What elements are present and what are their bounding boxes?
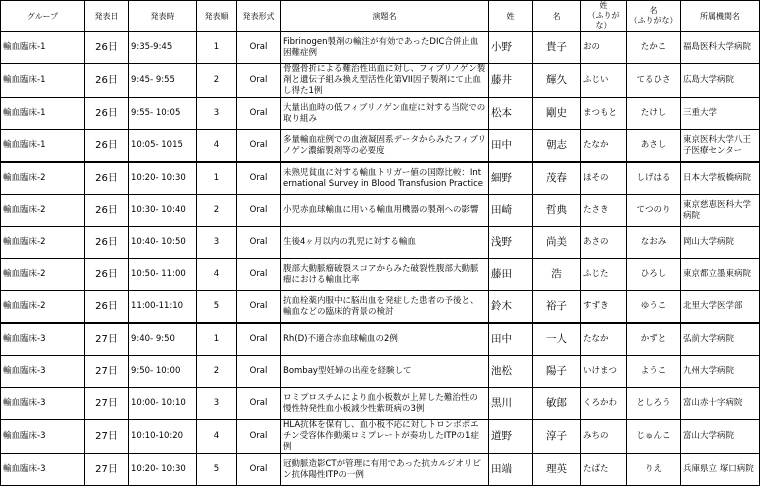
header-first-name: 名 <box>533 1 581 32</box>
cell-format: Oral <box>237 388 281 420</box>
cell-time: 10:00- 10:10 <box>129 388 197 420</box>
cell-affiliation: 東京慈恵医科大学病院 <box>681 195 760 227</box>
cell-day: 26日 <box>85 195 129 227</box>
cell-last-kana: ほその <box>581 162 627 195</box>
cell-first-name: 理英 <box>533 454 581 486</box>
cell-first-name: 敏郎 <box>533 388 581 420</box>
cell-title: HLA抗体を保有し、血小板不応に対しトロンボポエチン受容体作動薬ロミプレートが奏功したITPの1症例 <box>281 420 489 454</box>
cell-time: 11:00-11:10 <box>129 291 197 324</box>
cell-day: 26日 <box>85 162 129 195</box>
cell-title: 冠動脈造影CTが管理に有用であった抗カルジオリピン抗体陽性ITPの一例 <box>281 454 489 486</box>
table-row <box>1 195 760 227</box>
cell-format: Oral <box>237 323 281 356</box>
cell-affiliation: 福島医科大学病院 <box>681 32 760 64</box>
cell-first-name: 哲典 <box>533 195 581 227</box>
cell-last-kana: まつもと <box>581 98 627 130</box>
cell-last-name: 田崎 <box>489 195 533 227</box>
cell-group: 輸血臨床-1 <box>1 64 85 98</box>
cell-group: 輸血臨床-3 <box>1 388 85 420</box>
cell-title: ロミプロスチムにより血小板数が上昇した難治性の慢性特発性血小板減少性紫斑病の3例 <box>281 388 489 420</box>
cell-order: 3 <box>197 98 237 130</box>
table-row <box>1 227 760 259</box>
cell-order: 3 <box>197 227 237 259</box>
cell-last-name: 道野 <box>489 420 533 454</box>
table-row <box>1 259 760 291</box>
cell-first-name: 陽子 <box>533 356 581 388</box>
cell-time: 9:45- 9:55 <box>129 64 197 98</box>
cell-first-kana: たかこ <box>627 32 681 64</box>
cell-format: Oral <box>237 32 281 64</box>
table-row <box>1 32 760 64</box>
cell-last-kana: おの <box>581 32 627 64</box>
cell-order: 4 <box>197 259 237 291</box>
cell-last-kana: いけまつ <box>581 356 627 388</box>
cell-first-kana: ひろし <box>627 259 681 291</box>
cell-order: 2 <box>197 356 237 388</box>
header-last-name: 姓 <box>489 1 533 32</box>
cell-last-kana: たばた <box>581 454 627 486</box>
cell-first-kana: たけし <box>627 98 681 130</box>
cell-last-name: 田中 <box>489 323 533 356</box>
table-row <box>1 420 760 454</box>
cell-order: 5 <box>197 291 237 324</box>
cell-first-kana: てるひさ <box>627 64 681 98</box>
cell-affiliation: 日本大学板橋病院 <box>681 162 760 195</box>
cell-group: 輸血臨床-3 <box>1 356 85 388</box>
cell-first-name: 剛史 <box>533 98 581 130</box>
header-title: 演題名 <box>281 1 489 32</box>
cell-last-name: 池松 <box>489 356 533 388</box>
cell-title: 抗血栓薬内服中に脳出血を発症した患者の予後と、輸血などの臨床的背景の検討 <box>281 291 489 324</box>
cell-format: Oral <box>237 259 281 291</box>
cell-last-name: 田中 <box>489 130 533 163</box>
cell-affiliation: 兵庫県立 塚口病院 <box>681 454 760 486</box>
cell-time: 9:40- 9:50 <box>129 323 197 356</box>
cell-last-kana: みちの <box>581 420 627 454</box>
cell-title: 生後4ヶ月以内の乳児に対する輸血 <box>281 227 489 259</box>
cell-day: 26日 <box>85 98 129 130</box>
cell-group: 輸血臨床-2 <box>1 259 85 291</box>
cell-day: 26日 <box>85 64 129 98</box>
cell-last-name: 藤田 <box>489 259 533 291</box>
cell-affiliation: 岡山大学病院 <box>681 227 760 259</box>
cell-first-kana: じゅんこ <box>627 420 681 454</box>
cell-last-kana: ふじた <box>581 259 627 291</box>
cell-format: Oral <box>237 98 281 130</box>
cell-day: 27日 <box>85 356 129 388</box>
cell-affiliation: 北里大学医学部 <box>681 291 760 324</box>
cell-order: 4 <box>197 420 237 454</box>
cell-last-name: 黒川 <box>489 388 533 420</box>
cell-first-name: 浩 <box>533 259 581 291</box>
cell-title: 腹部大動脈瘤破裂スコアからみた破裂性腹部大動脈瘤における輸血比率 <box>281 259 489 291</box>
cell-format: Oral <box>237 356 281 388</box>
header-order: 発表順 <box>197 1 237 32</box>
cell-group: 輸血臨床-2 <box>1 162 85 195</box>
cell-title: 未熟児貧血に対する輸血トリガー値の国際比較：International Survey in Blood Transfusion Practice <box>281 162 489 195</box>
cell-last-kana: すずき <box>581 291 627 324</box>
cell-day: 27日 <box>85 420 129 454</box>
table-row <box>1 323 760 356</box>
cell-first-name: 裕子 <box>533 291 581 324</box>
cell-time: 10:40- 10:50 <box>129 227 197 259</box>
cell-format: Oral <box>237 291 281 324</box>
cell-time: 10:20- 10:30 <box>129 454 197 486</box>
cell-order: 2 <box>197 195 237 227</box>
cell-first-name: 淳子 <box>533 420 581 454</box>
table-row <box>1 130 760 163</box>
cell-affiliation: 九州大学病院 <box>681 356 760 388</box>
cell-time: 10:30- 10:40 <box>129 195 197 227</box>
cell-last-kana: たなか <box>581 323 627 356</box>
cell-time: 10:05- 1015 <box>129 130 197 163</box>
cell-last-name: 浅野 <box>489 227 533 259</box>
cell-first-kana: ゆうこ <box>627 291 681 324</box>
cell-first-name: 朝志 <box>533 130 581 163</box>
cell-first-name: 貴子 <box>533 32 581 64</box>
cell-order: 3 <box>197 388 237 420</box>
header-time: 発表時 <box>129 1 197 32</box>
cell-last-kana: たさき <box>581 195 627 227</box>
cell-group: 輸血臨床-2 <box>1 195 85 227</box>
cell-order: 5 <box>197 454 237 486</box>
cell-group: 輸血臨床-2 <box>1 291 85 324</box>
header-day: 発表日 <box>85 1 129 32</box>
cell-day: 26日 <box>85 259 129 291</box>
cell-last-kana: ふじい <box>581 64 627 98</box>
table-row <box>1 98 760 130</box>
cell-affiliation: 広島大学病院 <box>681 64 760 98</box>
cell-order: 1 <box>197 162 237 195</box>
cell-title: 大量出血時の低フィブリノゲン血症に対する当院での取り組み <box>281 98 489 130</box>
cell-group: 輸血臨床-3 <box>1 420 85 454</box>
cell-time: 10:20- 10:30 <box>129 162 197 195</box>
cell-first-kana: なおみ <box>627 227 681 259</box>
cell-day: 27日 <box>85 323 129 356</box>
cell-first-kana: かずと <box>627 323 681 356</box>
cell-format: Oral <box>237 420 281 454</box>
cell-group: 輸血臨床-1 <box>1 98 85 130</box>
cell-time: 9:35-9:45 <box>129 32 197 64</box>
cell-first-name: 茂春 <box>533 162 581 195</box>
cell-day: 27日 <box>85 388 129 420</box>
cell-format: Oral <box>237 454 281 486</box>
cell-first-kana: しげはる <box>627 162 681 195</box>
cell-last-name: 小野 <box>489 32 533 64</box>
header-format: 発表形式 <box>237 1 281 32</box>
table-row <box>1 64 760 98</box>
cell-group: 輸血臨床-2 <box>1 227 85 259</box>
cell-time: 9:55- 10:05 <box>129 98 197 130</box>
cell-first-kana: りえ <box>627 454 681 486</box>
cell-format: Oral <box>237 195 281 227</box>
table-row <box>1 454 760 486</box>
table-row <box>1 162 760 195</box>
cell-format: Oral <box>237 64 281 98</box>
cell-title: 骨盤骨折による難治性出血に対し、フィブリノゲン製剤と遺伝子組み換え型活性化第VII因子製剤にて止血し得た1例 <box>281 64 489 98</box>
cell-first-kana: としろう <box>627 388 681 420</box>
cell-group: 輸血臨床-1 <box>1 32 85 64</box>
cell-title: Rh(D)不適合赤血球輸血の2例 <box>281 323 489 356</box>
cell-last-name: 細野 <box>489 162 533 195</box>
cell-first-name: 尚美 <box>533 227 581 259</box>
header-group: グループ <box>1 1 85 32</box>
cell-day: 26日 <box>85 291 129 324</box>
cell-order: 4 <box>197 130 237 163</box>
cell-first-kana: てつのり <box>627 195 681 227</box>
cell-last-kana: くろかわ <box>581 388 627 420</box>
cell-day: 26日 <box>85 32 129 64</box>
cell-affiliation: 東京医科大学八王子医療センター <box>681 130 760 163</box>
cell-day: 26日 <box>85 227 129 259</box>
table-row <box>1 388 760 420</box>
table-row <box>1 356 760 388</box>
cell-last-kana: たなか <box>581 130 627 163</box>
header-row <box>1 1 760 32</box>
cell-time: 10:50- 11:00 <box>129 259 197 291</box>
cell-order: 2 <box>197 64 237 98</box>
cell-group: 輸血臨床-3 <box>1 323 85 356</box>
cell-title: Fibrinogen製剤の輸注が有効であったDIC合併止血困難症例 <box>281 32 489 64</box>
cell-affiliation: 三重大学 <box>681 98 760 130</box>
cell-format: Oral <box>237 162 281 195</box>
header-last-kana: 姓 （ふりがな） <box>581 1 627 32</box>
cell-title: Bombay型妊婦の出産を経験して <box>281 356 489 388</box>
cell-affiliation: 富山大学病院 <box>681 420 760 454</box>
cell-affiliation: 富山赤十字病院 <box>681 388 760 420</box>
cell-title: 多量輸血症例での血液凝固系データからみたフィブリノゲン濃縮製剤等の必要度 <box>281 130 489 163</box>
cell-title: 小児赤血球輸血に用いる輸血用機器の製剤への影響 <box>281 195 489 227</box>
table-row <box>1 291 760 324</box>
cell-day: 27日 <box>85 454 129 486</box>
cell-last-kana: あさの <box>581 227 627 259</box>
cell-group: 輸血臨床-3 <box>1 454 85 486</box>
cell-first-name: 一人 <box>533 323 581 356</box>
cell-time: 9:50- 10:00 <box>129 356 197 388</box>
cell-order: 1 <box>197 32 237 64</box>
header-first-kana: 名 （ふりがな） <box>627 1 681 32</box>
cell-first-kana: ようこ <box>627 356 681 388</box>
cell-first-name: 輝久 <box>533 64 581 98</box>
cell-last-name: 鈴木 <box>489 291 533 324</box>
cell-day: 26日 <box>85 130 129 163</box>
cell-format: Oral <box>237 130 281 163</box>
cell-last-name: 松本 <box>489 98 533 130</box>
cell-affiliation: 東京都立墨東病院 <box>681 259 760 291</box>
cell-time: 10:10-10:20 <box>129 420 197 454</box>
cell-last-name: 田端 <box>489 454 533 486</box>
cell-order: 1 <box>197 323 237 356</box>
header-affiliation: 所属機関名 <box>681 1 760 32</box>
cell-first-kana: あさし <box>627 130 681 163</box>
table-body <box>1 32 760 486</box>
cell-last-name: 藤井 <box>489 64 533 98</box>
cell-format: Oral <box>237 227 281 259</box>
cell-affiliation: 弘前大学病院 <box>681 323 760 356</box>
cell-group: 輸血臨床-1 <box>1 130 85 163</box>
